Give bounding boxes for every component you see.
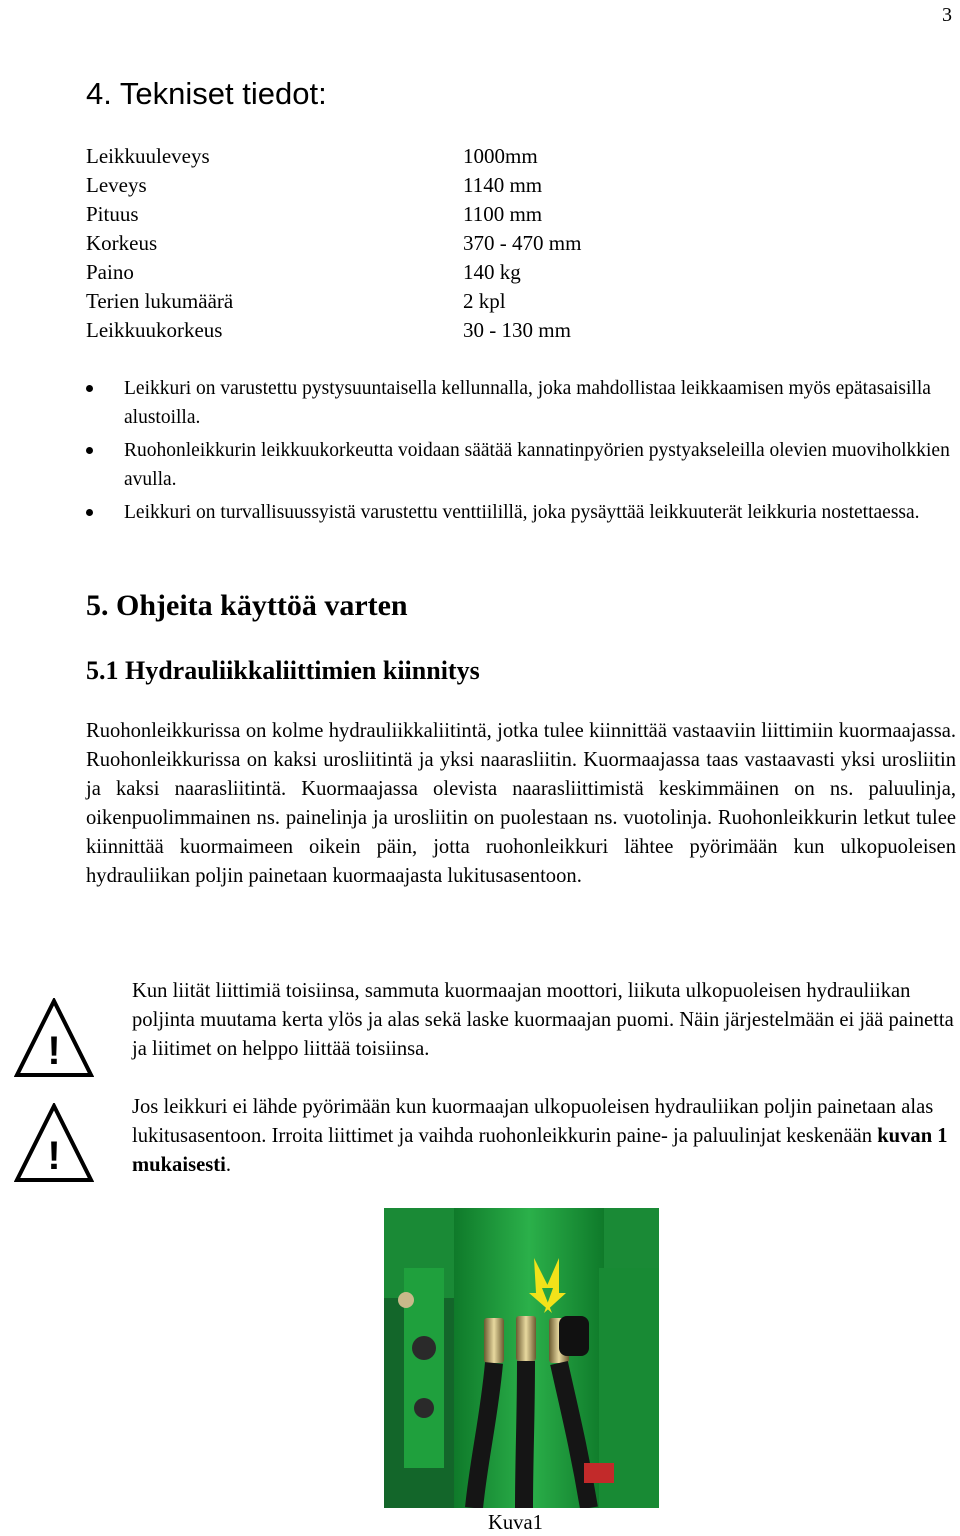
spec-value: 30 - 130 mm — [463, 318, 571, 342]
body-paragraph: Ruohonleikkurissa on kolme hydrauliikkaliitintä, jotka tulee kiinnittää vastaaviin liittimiin kuormaajassa. Ruohonleikkurissa on kaksi urosliitintä ja yksi naarasliitin. Kuormaajassa taas vastaavasti yksi urosliitin ja kaksi naarasliitintä. Kuormaajassa olevista naarasliittimistä keskimmäinen on ns. paluulinja, oikenpuolimmainen ns. painelinja ja urosliitin on puolestaan ns. vuotolinja. Ruohonleikkurin letkut tulee kiinnittää kuormaimeen oikein päin, jotta ruohonleikkuri lähtee pyörimään kun ulkopuoleisen hydrauliikan poljin painetaan kuormaajasta lukitusasentoon. — [86, 720, 956, 888]
spec-value: 1100 mm — [463, 202, 543, 226]
spec-value: 1140 mm — [463, 173, 543, 197]
feature-bullet-list — [86, 374, 956, 531]
spec-value: 140 kg — [463, 260, 521, 284]
section-5-heading: 5. Ohjeita käyttöä varten — [86, 589, 408, 622]
spec-value: 1000mm — [463, 144, 538, 168]
spec-label: Pituus — [86, 202, 139, 226]
warning-symbol: ! — [47, 1134, 61, 1178]
warning-text-1: Kun liität liittimiä toisiinsa, sammuta kuormaajan moottori, liikuta ulkopuoleisen hydrauliikan poljinta muutama kerta ylös ja alas sekä laske kuormaajan puomi. Näin järjestelmään ei jää painetta ja liitimet on helppo liittää toisiinsa. — [132, 980, 954, 1061]
warning-triangle-icon — [14, 998, 94, 1078]
warning-text-2-end: . — [225, 1154, 231, 1177]
section-4-heading: 4. Tekniset tiedot: — [86, 76, 327, 111]
spec-label: Leveys — [86, 173, 147, 197]
warning-symbol: ! — [47, 1029, 61, 1073]
warning-text-2-body: Jos leikkuri ei lähde pyörimään kun kuormaajan ulkopuoleisen hydrauliikan poljin painetaan alas lukitusasentoon. Irroita liittimet ja vaihda ruohonleikkurin paine- ja paluulinjat keskenään — [132, 1096, 934, 1148]
bullet-text: Ruohonleikkurin leikkuukorkeutta voidaan säätää kannatinpyörien pystyakseleilla olevien muoviholkkien avulla. — [124, 440, 950, 490]
spec-label: Leikkuukorkeus — [86, 318, 223, 342]
list-item — [86, 498, 956, 527]
list-item — [86, 374, 956, 432]
bullet-icon — [86, 509, 93, 516]
bullet-text: Leikkuri on varustettu pystysuuntaisella kellunnalla, joka mahdollistaa leikkaamisen myös epätasaisilla alustoilla. — [124, 378, 931, 428]
section-5-1-heading: 5.1 Hydrauliikkaliittimien kiinnitys — [86, 656, 480, 685]
bullet-icon — [86, 447, 93, 454]
spec-value: 370 - 470 mm — [463, 231, 582, 255]
bullet-icon — [86, 385, 93, 392]
spec-label: Paino — [86, 260, 134, 284]
warning-text-2-emphasis: kuvan 1 mukaisesti — [132, 1125, 948, 1177]
spec-label: Korkeus — [86, 231, 158, 255]
spec-value: 2 kpl — [463, 289, 506, 313]
list-item — [86, 436, 956, 494]
warning-triangle-icon — [14, 1103, 94, 1183]
bullet-text: Leikkuri on turvallisuussyistä varustettu venttiilillä, joka pysäyttää leikkuuterät leikkuria nostettaessa. — [124, 502, 920, 523]
figure-caption: Kuva1 — [488, 1512, 543, 1534]
warning-text-2 — [132, 1093, 960, 1180]
spec-label: Terien lukumäärä — [86, 289, 234, 313]
hydraulic-couplings-photo — [384, 1208, 659, 1508]
page-number: 3 — [942, 4, 952, 26]
spec-label: Leikkuuleveys — [86, 144, 210, 168]
